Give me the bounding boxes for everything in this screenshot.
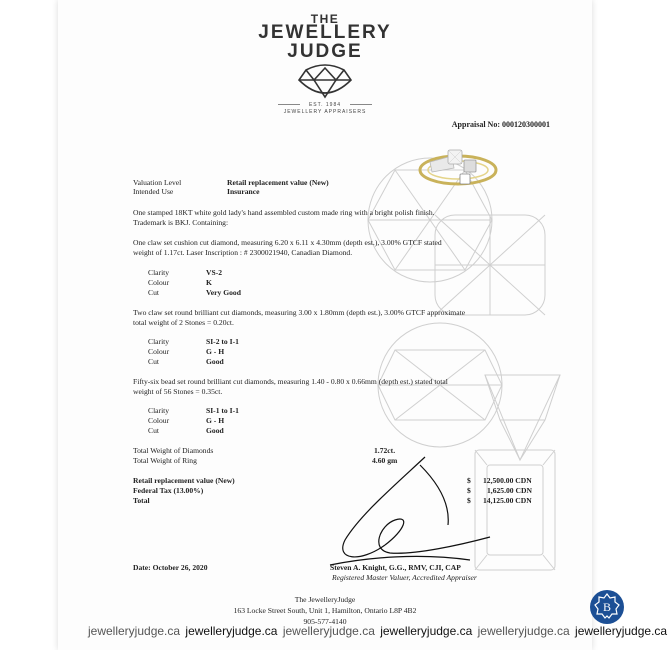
intended-use-value: Insurance [227, 187, 260, 196]
footer-company: The JewelleryJudge [294, 595, 356, 604]
est-year: EST. 1984 [308, 102, 342, 108]
domain-watermark-strip [0, 624, 668, 638]
footer-address: 163 Locke Street South, Unit 1, Hamilton, Ontario L8P 4B2 [233, 606, 417, 615]
grade-label: Clarity [148, 337, 170, 346]
logo-jewellery: JEWELLERY [258, 22, 392, 43]
side-stones-line1: Two claw set round brilliant cut diamonds, measuring 3.00 x 1.80mm (depth est.), 3.00% GTCF approximate [133, 308, 466, 317]
grade-value: G - H [206, 416, 225, 425]
ring-weight-value: 4.60 gm [372, 456, 398, 465]
grade-value: SI-1 to I-1 [206, 406, 239, 415]
grade-label: Colour [148, 347, 170, 356]
grade-value: Good [206, 426, 224, 435]
bead-stones-line2: weight of 56 Stones = 0.35ct. [133, 387, 223, 396]
logo-the: THE [310, 12, 340, 26]
total-row-amount: 14,125.00 CDN [483, 496, 532, 505]
grade-label: Colour [148, 416, 170, 425]
footer-phone: 905-577-4140 [303, 617, 347, 626]
appraiser-name: Steven A. Knight, G.G., RMV, CJI, CAP [330, 563, 461, 572]
currency-symbol: $ [467, 486, 471, 495]
ring-description-line2: Trademark is BKJ. Containing: [133, 218, 229, 227]
ring-weight-label: Total Weight of Ring [133, 456, 197, 465]
domain-text: jewelleryjudge.ca [380, 624, 473, 638]
grade-label: Cut [148, 426, 159, 435]
currency-symbol: $ [467, 476, 471, 485]
center-stone-line1: One claw set cushion cut diamond, measuring 6.20 x 6.11 x 4.30mm (depth est.), 3.00% GTCF stated [133, 238, 442, 247]
total-row-label: Federal Tax (13.00%) [133, 486, 204, 495]
intended-use-label: Intended Use [133, 187, 174, 196]
domain-text: jewelleryjudge.ca [477, 624, 570, 638]
valuation-level-value: Retail replacement value (New) [227, 178, 329, 187]
grade-value: K [206, 278, 212, 287]
grade-value: Good [206, 357, 224, 366]
valuation-level-label: Valuation Level [133, 178, 182, 187]
appraisal-number: Appraisal No: 000120300001 [451, 120, 550, 129]
grade-label: Clarity [148, 406, 170, 415]
ring-description-line1: One stamped 18KT white gold lady's hand assembled custom made ring with a bright polish finish. [133, 208, 435, 217]
ring-image [410, 138, 500, 193]
total-row-label: Retail replacement value (New) [133, 476, 235, 485]
diamond-weight-value: 1.72ct. [374, 446, 396, 455]
domain-text: jewelleryjudge.ca [88, 624, 181, 638]
domain-text: jewelleryjudge.ca [575, 624, 668, 638]
center-stone-line2: weight of 1.17ct. Laser Inscription : # 2300021940, Canadian Diamond. [133, 248, 353, 257]
total-row-label: Total [133, 496, 150, 505]
grade-value: Very Good [206, 288, 241, 297]
domain-text: jewelleryjudge.ca [282, 624, 375, 638]
signature-image [300, 445, 510, 580]
domain-text: jewelleryjudge.ca [185, 624, 278, 638]
grade-label: Cut [148, 288, 159, 297]
grade-value: G - H [206, 347, 225, 356]
total-row-amount: 1,625.00 CDN [487, 486, 532, 495]
grade-value: VS-2 [206, 268, 223, 277]
grade-label: Clarity [148, 268, 170, 277]
grade-label: Colour [148, 278, 170, 287]
appraisal-date: Date: October 26, 2020 [133, 563, 208, 572]
appraiser-title: Registered Master Valuer, Accredited Appraiser [332, 573, 477, 582]
currency-symbol: $ [467, 496, 471, 505]
total-row-amount: 12,500.00 CDN [483, 476, 532, 485]
bead-stones-line1: Fifty-six bead set round brilliant cut diamonds, measuring 1.40 - 0.80 x 0.66mm (depth est.) stated total [133, 377, 448, 386]
brand-badge-icon[interactable] [588, 588, 626, 626]
grade-value: SI-2 to I-1 [206, 337, 239, 346]
logo-judge: JUDGE [287, 41, 363, 62]
diamond-logo-icon [296, 62, 354, 100]
tagline: JEWELLERY APPRAISERS [283, 109, 367, 115]
badge-letter: B [602, 600, 612, 614]
side-stones-line2: total weight of 2 Stones = 0.20ct. [133, 318, 234, 327]
diamond-weight-label: Total Weight of Diamonds [133, 446, 214, 455]
grade-label: Cut [148, 357, 159, 366]
